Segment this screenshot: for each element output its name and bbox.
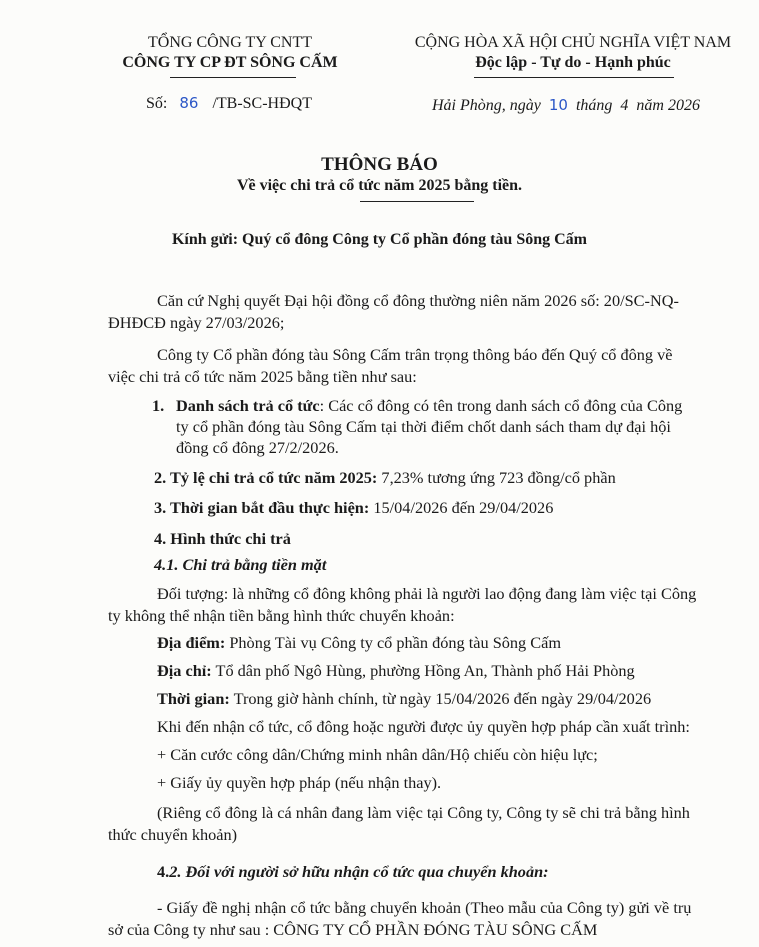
item-1-number: 1.	[152, 396, 165, 415]
time-value: Trong giờ hành chính, từ ngày 15/04/2026 đến ngày 29/04/2026	[229, 689, 652, 708]
address	[157, 660, 635, 682]
intro-line-2: việc chi trả cổ tức năm 2025 bằng tiền như sau:	[108, 367, 417, 386]
title-underline	[360, 201, 474, 202]
item-2	[154, 467, 616, 489]
motto: Độc lập - Tự do - Hạnh phúc	[475, 54, 671, 71]
time	[157, 688, 651, 710]
target-line-2: ty không thể nhận tiền bằng hình thức chuyển khoản:	[108, 606, 455, 625]
item-1-line-3: đồng cổ đông 27/2/2026.	[176, 438, 339, 457]
org-parent: TỔNG CÔNG TY CNTT	[148, 34, 312, 51]
number-suffix: /TB-SC-HĐQT	[212, 95, 312, 112]
item-3-value: 15/04/2026 đến 29/04/2026	[369, 498, 554, 517]
note-line-1: (Riêng cổ đông là cá nhân đang làm việc tại Công ty, Công ty sẽ chi trả bằng hình	[157, 803, 690, 822]
motto-underline	[474, 77, 674, 78]
present-line: Khi đến nhận cổ tức, cổ đông hoặc người được ủy quyền hợp pháp cần xuất trình:	[157, 717, 690, 736]
location-value: Phòng Tài vụ Công ty cổ phần đóng tàu Sông Cấm	[225, 633, 561, 652]
nation-name: CỘNG HÒA XÃ HỘI CHỦ NGHĨA VIỆT NAM	[414, 34, 732, 51]
transfer-line-1: - Giấy đề nghị nhận cổ tức bằng chuyển khoản (Theo mẫu của Công ty) gửi về trụ	[157, 898, 692, 917]
doc-requirement-2: + Giấy ủy quyền hợp pháp (nếu nhận thay).	[157, 773, 442, 792]
item-2-label: 2. Tỷ lệ chi trả cổ tức năm 2025:	[154, 468, 378, 487]
date-month-label: tháng	[575, 97, 613, 114]
document-number	[146, 94, 312, 113]
section-4-2-title: 2. Đối với người sở hữu nhận cổ tức qua chuyển khoản:	[169, 862, 549, 881]
location	[157, 632, 561, 654]
item-2-value: 7,23% tương ứng 723 đồng/cổ phần	[377, 468, 616, 487]
org-underline	[170, 77, 296, 78]
date-line	[432, 96, 700, 115]
org-name: CÔNG TY CP ĐT SÔNG CẤM	[122, 54, 338, 71]
recipient: Kính gửi: Quý cổ đông Công ty Cổ phần đóng tàu Sông Cấm	[171, 231, 588, 248]
number-prefix: Số:	[146, 95, 168, 112]
note-line-2: thức chuyển khoản)	[108, 825, 238, 844]
address-label: Địa chỉ:	[157, 661, 212, 680]
basis-line-2: ĐHĐCĐ ngày 27/03/2026;	[108, 313, 285, 332]
item-3	[154, 497, 553, 519]
item-1-text: : Các cổ đông có tên trong danh sách cổ đông của Công	[319, 396, 683, 415]
doc-requirement-1: + Căn cước công dân/Chứng minh nhân dân/Hộ chiếu còn hiệu lực;	[157, 745, 598, 764]
item-1-line-1	[152, 395, 682, 417]
time-label: Thời gian:	[157, 689, 230, 708]
item-4-heading: 4. Hình thức chi trả	[154, 529, 291, 548]
number-handwritten: 86	[179, 94, 199, 112]
date-year: năm 2026	[636, 97, 700, 114]
item-3-label: 3. Thời gian bắt đầu thực hiện:	[154, 498, 370, 517]
section-4-2-num: 4.	[157, 862, 170, 881]
item-1-label: Danh sách trả cổ tức	[176, 396, 320, 415]
transfer-line-2: sở của Công ty như sau : CÔNG TY CỔ PHẦN ĐÓNG TÀU SÔNG CẤM	[108, 920, 598, 939]
basis-line-1: Căn cứ Nghị quyết Đại hội đồng cổ đông thường niên năm 2026 số: 20/SC-NQ-	[157, 291, 679, 310]
location-label: Địa điểm:	[157, 633, 226, 652]
section-4-1-heading: 4.1. Chi trả bằng tiền mặt	[154, 555, 327, 574]
document-title: THÔNG BÁO	[321, 154, 438, 175]
date-day: 10	[548, 96, 568, 114]
date-month: 4	[620, 97, 629, 114]
target-line-1: Đối tượng: là những cổ đông không phải là người lao động đang làm việc tại Công	[157, 584, 697, 603]
document-subtitle: Về việc chi trả cổ tức năm 2025 bằng tiền.	[236, 177, 523, 194]
section-4-2-heading	[157, 861, 549, 883]
intro-line-1: Công ty Cổ phần đóng tàu Sông Cấm trân trọng thông báo đến Quý cổ đông về	[157, 345, 673, 364]
address-value: Tổ dân phố Ngô Hùng, phường Hồng An, Thành phố Hải Phòng	[211, 661, 635, 680]
item-1-line-2: ty cổ phần đóng tàu Sông Cấm tại thời điểm chốt danh sách tham dự đại hội	[176, 417, 671, 436]
date-place: Hải Phòng, ngày	[432, 97, 541, 114]
